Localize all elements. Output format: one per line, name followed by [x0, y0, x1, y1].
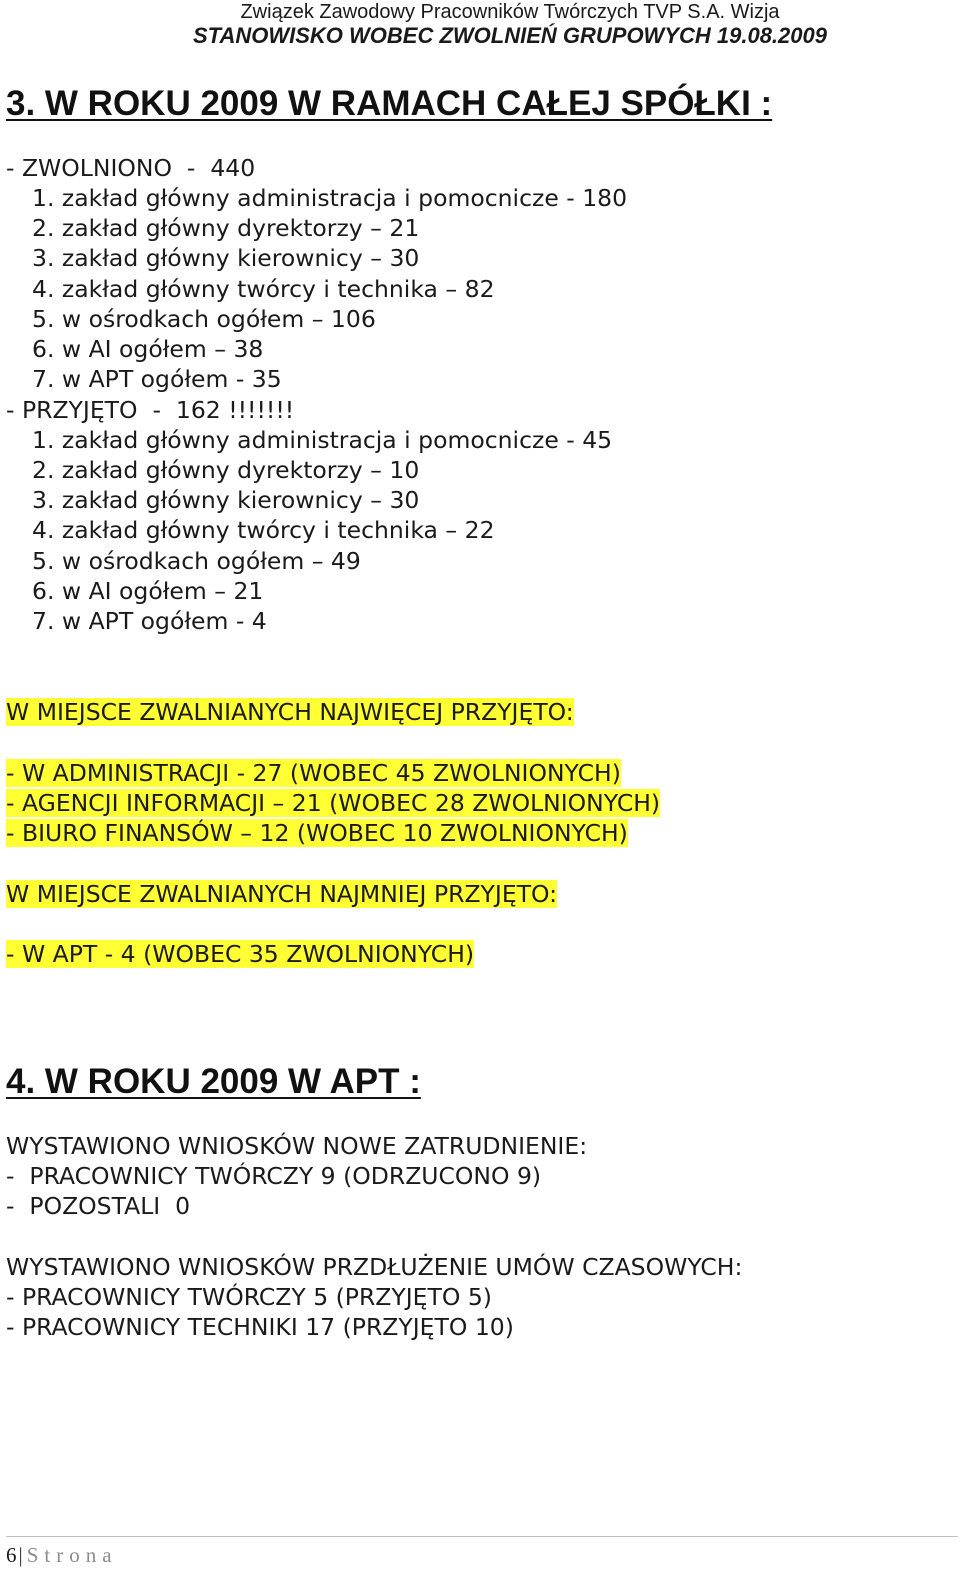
footer-separator: | [18, 1543, 23, 1567]
most-hired-item-3: - BIURO FINANSÓW – 12 (WOBEC 10 ZWOLNIONYCH) [6, 819, 628, 847]
hired-item-7: 7. w APT ogółem - 4 [32, 607, 267, 635]
dismissed-item-6: 6. w AI ogółem – 38 [32, 335, 264, 363]
section-3-title: 3. W ROKU 2009 W RAMACH CAŁEJ SPÓŁKI : [6, 84, 773, 123]
contract-extension-heading: WYSTAWIONO WNIOSKÓW PRZDŁUŻENIE UMÓW CZASOWYCH: [6, 1253, 743, 1281]
dismissed-item-5: 5. w ośrodkach ogółem – 106 [32, 305, 376, 333]
contract-extension-item-2: - PRACOWNICY TECHNIKI 17 (PRZYJĘTO 10) [6, 1313, 514, 1341]
hired-item-2: 2. zakład główny dyrektorzy – 10 [32, 456, 420, 484]
dismissed-item-1: 1. zakład główny administracja i pomocnicze - 180 [32, 184, 628, 212]
page-footer [6, 1536, 958, 1569]
dismissed-item-2: 2. zakład główny dyrektorzy – 21 [32, 214, 420, 242]
page-word: Strona [26, 1543, 118, 1567]
document-header-title: STANOWISKO WOBEC ZWOLNIEŃ GRUPOWYCH 19.08.2009 [192, 23, 827, 48]
most-hired-item-1: - W ADMINISTRACJI - 27 (WOBEC 45 ZWOLNIONYCH) [6, 759, 621, 787]
hired-item-5: 5. w ośrodkach ogółem – 49 [32, 547, 361, 575]
dismissed-item-7: 7. w APT ogółem - 35 [32, 365, 282, 393]
most-hired-item-2: - AGENCJI INFORMACJI – 21 (WOBEC 28 ZWOLNIONYCH) [6, 789, 661, 817]
hired-total: - PRZYJĘTO - 162 !!!!!!! [6, 396, 295, 424]
contract-extension-item-1: - PRACOWNICY TWÓRCZY 5 (PRZYJĘTO 5) [6, 1283, 492, 1311]
hired-item-3: 3. zakład główny kierownicy – 30 [32, 486, 420, 514]
dismissed-item-3: 3. zakład główny kierownicy – 30 [32, 244, 420, 272]
new-hire-requests-item-2: - POZOSTALI 0 [6, 1192, 191, 1220]
section-4-title: 4. W ROKU 2009 W APT : [6, 1062, 421, 1101]
hired-item-4: 4. zakład główny twórcy i technika – 22 [32, 516, 495, 544]
document-header-organization: Związek Zawodowy Pracowników Twórczych TVP S.A. Wizja [240, 1, 780, 23]
page-number: 6 [6, 1543, 17, 1567]
dismissed-item-4: 4. zakład główny twórcy i technika – 82 [32, 275, 495, 303]
hired-item-6: 6. w AI ogółem – 21 [32, 577, 264, 605]
least-hired-item-1: - W APT - 4 (WOBEC 35 ZWOLNIONYCH) [6, 940, 475, 968]
least-hired-heading: W MIEJSCE ZWALNIANYCH NAJMNIEJ PRZYJĘTO: [6, 880, 558, 908]
most-hired-heading: W MIEJSCE ZWALNIANYCH NAJWIĘCEJ PRZYJĘTO: [6, 698, 574, 726]
hired-item-1: 1. zakład główny administracja i pomocnicze - 45 [32, 426, 613, 454]
new-hire-requests-item-1: - PRACOWNICY TWÓRCZY 9 (ODRZUCONO 9) [6, 1162, 542, 1190]
dismissed-total: - ZWOLNIONO - 440 [6, 154, 256, 182]
new-hire-requests-heading: WYSTAWIONO WNIOSKÓW NOWE ZATRUDNIENIE: [6, 1132, 588, 1160]
